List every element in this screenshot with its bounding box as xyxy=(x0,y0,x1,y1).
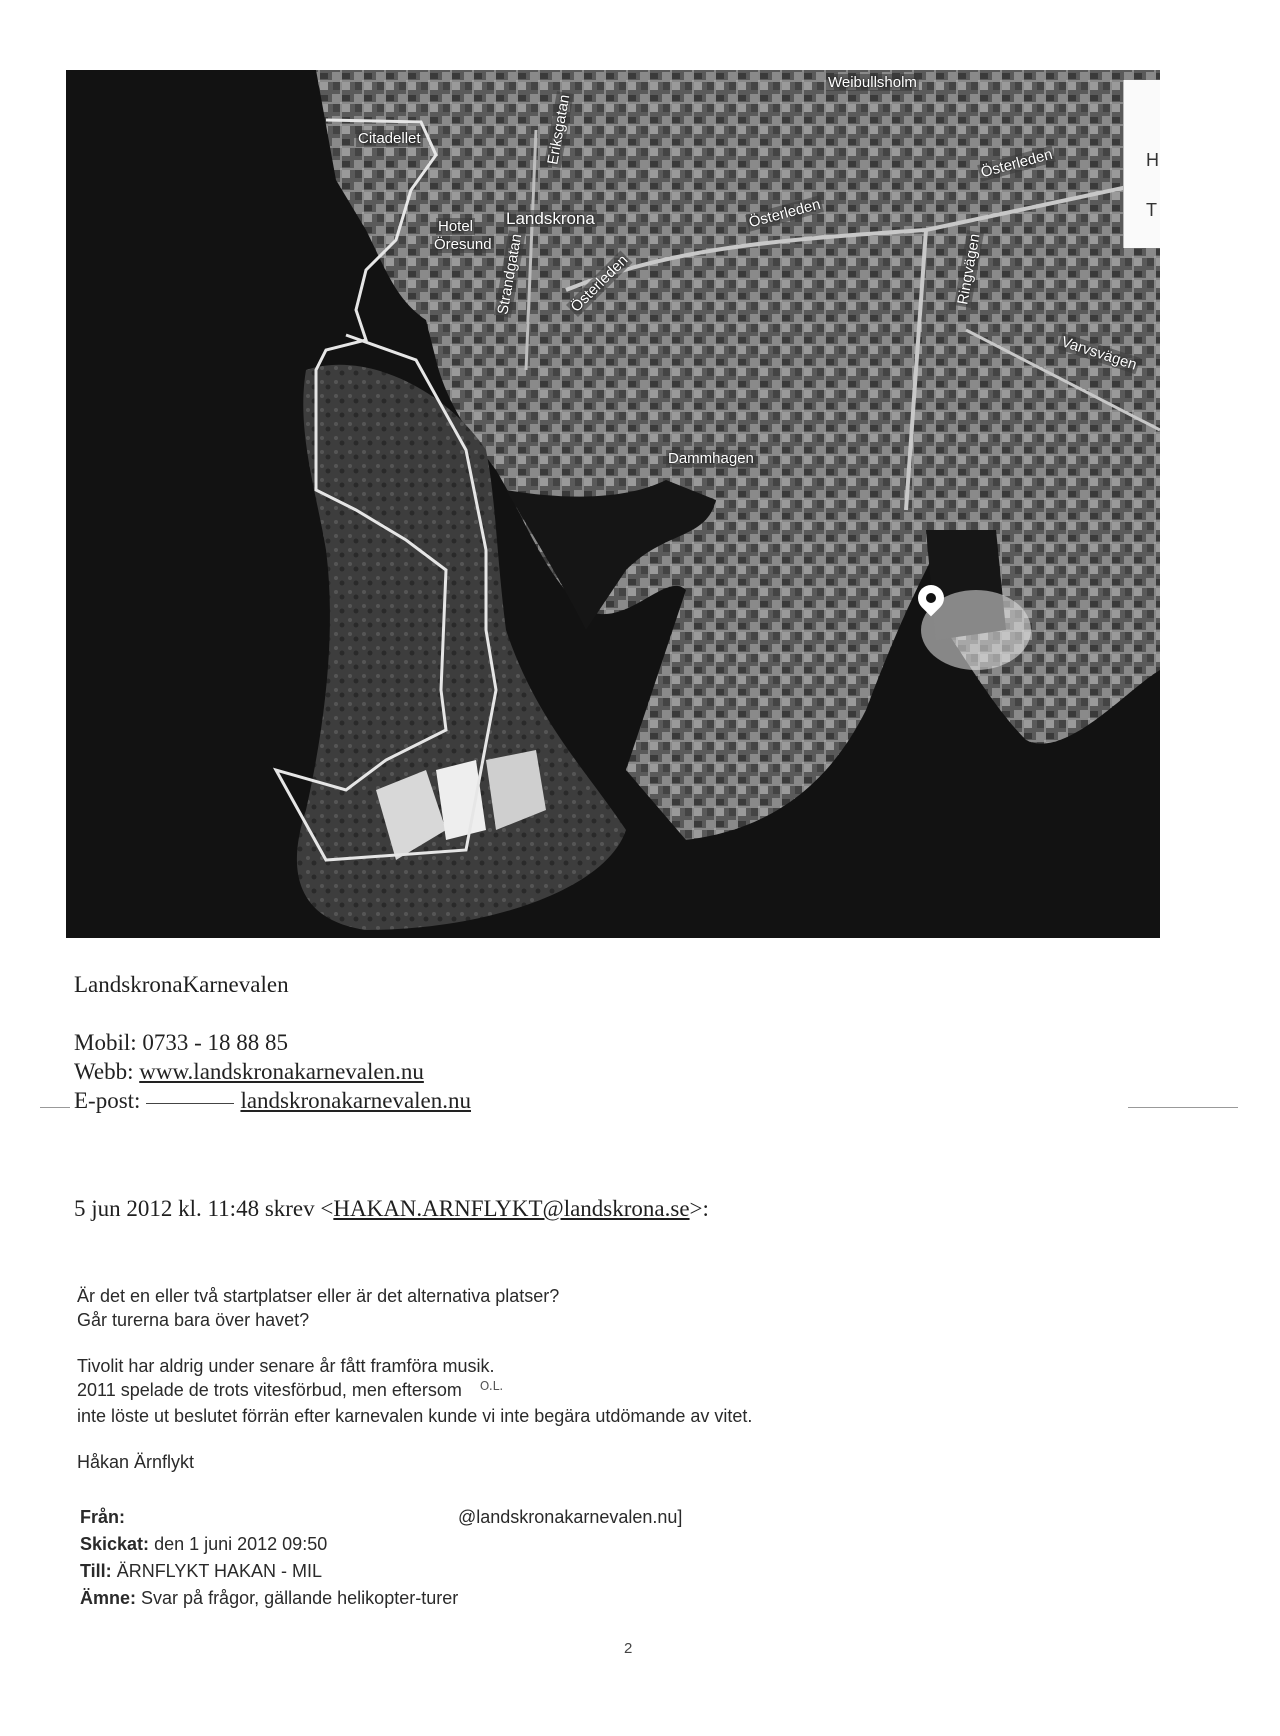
signature-email-row xyxy=(74,1086,471,1115)
email-body xyxy=(77,1284,1157,1474)
quote-header-suffix: >: xyxy=(689,1196,709,1221)
quote-header xyxy=(74,1196,709,1222)
map-label-landskrona: Landskrona xyxy=(506,209,595,228)
divider-left xyxy=(40,1107,70,1108)
satellite-map-image xyxy=(66,70,1160,938)
subject-label: Ämne: xyxy=(80,1588,137,1608)
overlay-letter-t: T xyxy=(1146,200,1157,220)
map-label-hotel: Hotel xyxy=(438,218,474,235)
web-label: Webb: xyxy=(74,1059,134,1084)
redacted-email-user xyxy=(146,1102,234,1104)
body-line-5: inte löste ut beslutet förrän efter karnevalen kunde vi inte begära utdömande av vitet. xyxy=(77,1406,753,1426)
from-label: Från: xyxy=(80,1507,125,1527)
web-link[interactable]: www.landskronakarnevalen.nu xyxy=(139,1059,424,1084)
handwritten-initials: O.L. xyxy=(479,1379,504,1393)
signature-mobile-row xyxy=(74,1028,471,1057)
page-number: 2 xyxy=(624,1640,633,1657)
map-label-dammhagen: Dammhagen xyxy=(668,450,754,467)
map-label-osterleden: Österleden xyxy=(747,195,823,232)
header-subject-row xyxy=(80,1588,458,1609)
email-domain-link[interactable]: landskronakarnevalen.nu xyxy=(240,1088,472,1113)
header-to-row xyxy=(80,1561,322,1582)
map-label-osterleden-diag: Österleden xyxy=(567,251,632,316)
body-line-3: Tivolit har aldrig under senare år fått framföra musik. xyxy=(77,1356,495,1376)
sent-value: den 1 juni 2012 09:50 xyxy=(154,1534,328,1554)
signature-web-row xyxy=(74,1057,471,1086)
signature-contact-block xyxy=(74,1028,471,1115)
divider-right xyxy=(1128,1107,1238,1108)
map-label-citadellet: Citadellet xyxy=(358,130,421,147)
overlay-letter-h: H xyxy=(1146,150,1159,170)
body-sender-name: Håkan Ärnflykt xyxy=(77,1452,195,1472)
signature-org-name: LandskronaKarnevalen xyxy=(74,972,289,997)
quote-header-prefix: 5 jun 2012 kl. 11:48 skrev < xyxy=(74,1196,334,1221)
map-graphic xyxy=(66,70,1160,938)
mobile-label: Mobil: xyxy=(74,1030,137,1055)
body-line-4 xyxy=(77,1378,1157,1404)
subject-value: Svar på frågor, gällande helikopter-turer xyxy=(141,1588,459,1608)
map-label-strandgatan: Strandgatan xyxy=(494,232,526,316)
map-label-eriksgatan: Eriksgatan xyxy=(544,93,574,166)
map-label-ringvagen: Ringvägen xyxy=(954,232,984,306)
body-line-2: Går turerna bara över havet? xyxy=(77,1310,310,1330)
quote-header-email-link[interactable]: HAKAN.ARNFLYKT@landskrona.se xyxy=(333,1196,690,1221)
map-label-oresund: Öresund xyxy=(434,236,492,253)
header-sent-row xyxy=(80,1534,327,1555)
email-label: E-post: xyxy=(74,1088,141,1113)
map-label-varvsvagen: Varvsvägen xyxy=(1059,333,1139,374)
sent-label: Skickat: xyxy=(80,1534,150,1554)
to-value: ÄRNFLYKT HAKAN - MIL xyxy=(116,1561,323,1581)
to-label: Till: xyxy=(80,1561,112,1581)
mobile-number: 0733 - 18 88 85 xyxy=(142,1030,289,1055)
map-label-weibullsholm: Weibullsholm xyxy=(828,74,917,91)
map-overlay-panel xyxy=(1123,80,1160,248)
body-line-4-text: 2011 spelade de trots vitesförbud, men eftersom xyxy=(77,1380,462,1400)
map-label-osterleden-east: Österleden xyxy=(979,145,1055,182)
header-from-row xyxy=(80,1507,125,1528)
from-value: @landskronakarnevalen.nu] xyxy=(458,1507,683,1527)
body-line-1: Är det en eller två startplatser eller är det alternativa platser? xyxy=(77,1286,560,1306)
